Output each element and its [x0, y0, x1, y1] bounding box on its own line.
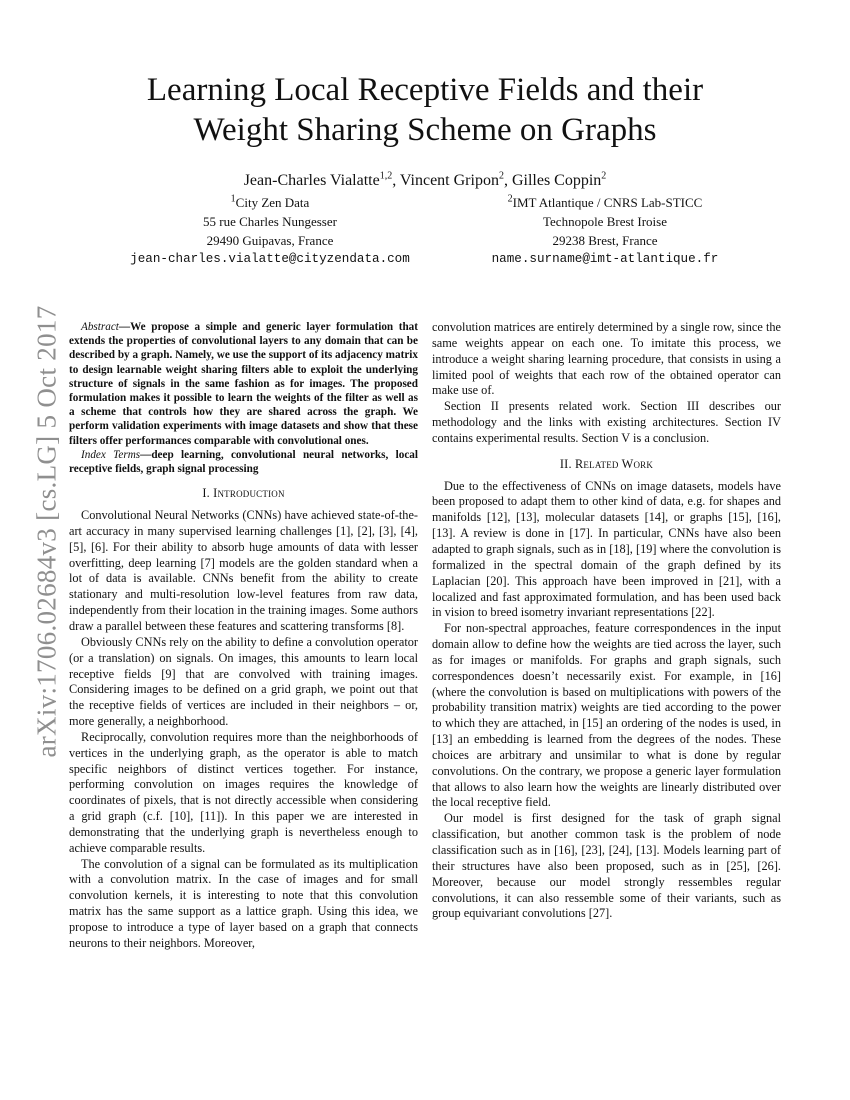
index-terms-text: —deep learning, convolutional neural networks, local receptive fields, graph signal processing	[69, 448, 418, 476]
author-2-sup: 2	[498, 170, 504, 182]
affil-right-sup: 2	[507, 193, 513, 205]
title-line-1: Learning Local Receptive Fields and their	[146, 72, 704, 108]
paragraph: Obviously CNNs rely on the ability to define a convolution operator (or a translation) on signals. On images, this amounts to learn local receptive fields [9] that are convolved with training images. Considering images to be defined on a grid graph, we point out that the receptive fields of vertices are included in their neighbors – or, more generally, a neighborhood.	[69, 634, 418, 729]
section-1-title: Introduction	[213, 486, 285, 501]
paragraph: Convolutional Neural Networks (CNNs) have achieved state-of-the-art accuracy in many supervised learning challenges [1], [2], [3], [4], [5], [6]. For their ability to absorb huge amounts of data with lesser overfitting, deep learning [7] models are the golden standard when a lot of data is available. CNNs benefit from the ability to create stationary and multi-resolution low-level features from raw data, independently from their location in the training images. Some authors draw a parallel between these features and scattering transforms [8].	[69, 508, 418, 633]
affil-left-sup: 1	[230, 193, 236, 205]
section-2-number: II.	[559, 456, 576, 471]
affil-left-addr2: 29490 Guipavas, France	[206, 233, 334, 248]
paragraph: convolution matrices are entirely determined by a single row, since the same weights appear on each one. To imitate this process, we introduce a weight sharing learning procedure, that consists in using a limited pool of weights that each row of the obtained operator can make use of.	[432, 320, 781, 398]
affil-right-org: IMT Atlantique / CNRS Lab-STICC	[512, 195, 703, 210]
paragraph: The convolution of a signal can be formulated as its multiplication with a convolution matrix. In the case of images and for small convolution kernels, it is interesting to note that this convolution matrix has the same support as a lattice graph. Using this idea, we propose to introduce a type of layer based on a graph that connects neurons to their neighbors. Moreover,	[69, 856, 418, 950]
abstract-label: Abstract	[81, 321, 119, 333]
affil-right-addr1: Technopole Brest Iroise	[543, 214, 667, 229]
paragraph: Section II presents related work. Section III describes our methodology and the links with existing architectures. Section IV contains experimental results. Section V is a conclusion.	[432, 399, 781, 445]
left-column	[69, 320, 418, 952]
affil-right-addr2: 29238 Brest, France	[552, 233, 658, 248]
arxiv-stamp-text: arXiv:1706.02684v3 [cs.LG] 5 Oct 2017	[31, 305, 62, 758]
section-heading-related-work	[432, 457, 781, 473]
index-terms	[69, 448, 418, 476]
index-terms-label: Index Terms	[81, 448, 141, 461]
author-1-sup: 1,2	[379, 170, 393, 182]
section-heading-introduction	[69, 486, 418, 502]
paragraph: For non-spectral approaches, feature correspondences in the input domain allow to define how the weights are tied across the layer, such as for images or manifolds. For graphs and graph signals, such correspondences doesn’t necessarily exist. For example, in [16] (where the convolution is based on multiplications with powers of the probability transition matrix) weights are tied according to the power to which they are attached, in [15] an ordering of the nodes is used, in [13] an embedding is learned from the degrees of the nodes. These choices are arbitrary and unsimilar to what is done by regular convolutions. On the contrary, we propose a generic layer formulation that allows to also learn how the weights are linearly distributed over the local receptive field.	[432, 621, 781, 810]
affil-left-addr1: 55 rue Charles Nungesser	[203, 214, 337, 229]
paragraph: Due to the effectiveness of CNNs on image datasets, models have been proposed to adapt them to other kind of data, e.g. for shapes and manifolds [12], [13], molecular datasets [14], or graphs [15], [16], [13]. A review is done in [17]. In particular, CNNs have also been adapted to graph signals, such as in [18], [19] where the convolution is formalized in the spectral domain of the graph defined by its Laplacian [20]. This approach have been improved in [21], with a localized and fast approximated formulation, and has been used back in vision to breed isometry invariant representations [22].	[432, 478, 781, 620]
paragraph: Our model is first designed for the task of graph signal classification, but another common task is the problem of node classification such as in [16], [23], [24], [13]. Models learning part of their structures have also been proposed, such as in [25], [26]. Moreover, because our model strongly ressembles regular convolutions, it can also ressemble some of their variants, such as group equivariant convolutions [27].	[432, 811, 781, 921]
affiliation-left	[100, 193, 440, 269]
right-column	[432, 320, 781, 922]
author-list	[60, 172, 790, 190]
abstract	[69, 320, 418, 448]
section-2-title: Related Work	[575, 456, 654, 471]
paper-title	[60, 70, 790, 150]
paragraph: Reciprocally, convolution requires more than the neighborhoods of vertices in the underlying graph, as the operator is able to match specific neighbors of distinct vertices together. For instance, performing convolution on images requires the knowledge of coordinates of pixels, that is not directly accessible when considering a grid graph (c.f. [10], [11]). In this paper we are interested in demonstrating that the underlying graph is nevertheless enough to achieve comparable results.	[69, 729, 418, 855]
author-2: , Vincent Gripon	[392, 172, 499, 189]
author-3: , Gilles Coppin	[503, 172, 602, 189]
title-line-2: Weight Sharing Scheme on Graphs	[193, 112, 657, 148]
section-1-number: I.	[202, 486, 214, 501]
affil-right-email: name.surname@imt-atlantique.fr	[491, 252, 719, 266]
author-3-sup: 2	[601, 170, 607, 182]
affiliation-right	[440, 193, 770, 269]
affil-left-org: City Zen Data	[235, 195, 310, 210]
affil-left-email: jean-charles.vialatte@cityzendata.com	[130, 252, 410, 266]
abstract-text: —We propose a simple and generic layer formulation that extends the properties of convolutional layers to any domain that can be described by a graph. Namely, we use the support of its adjacency matrix to design learnable weight sharing filters able to exploit the underlying structure of signals in the same fashion as for images. The proposed formulation makes it possible to learn the weights of the filter as well as a scheme that controls how they are shared across the graph. We perform validation experiments with image datasets and show that these filters offer performances comparable with convolutional ones.	[69, 321, 418, 447]
author-1: Jean-Charles Vialatte	[243, 172, 380, 189]
